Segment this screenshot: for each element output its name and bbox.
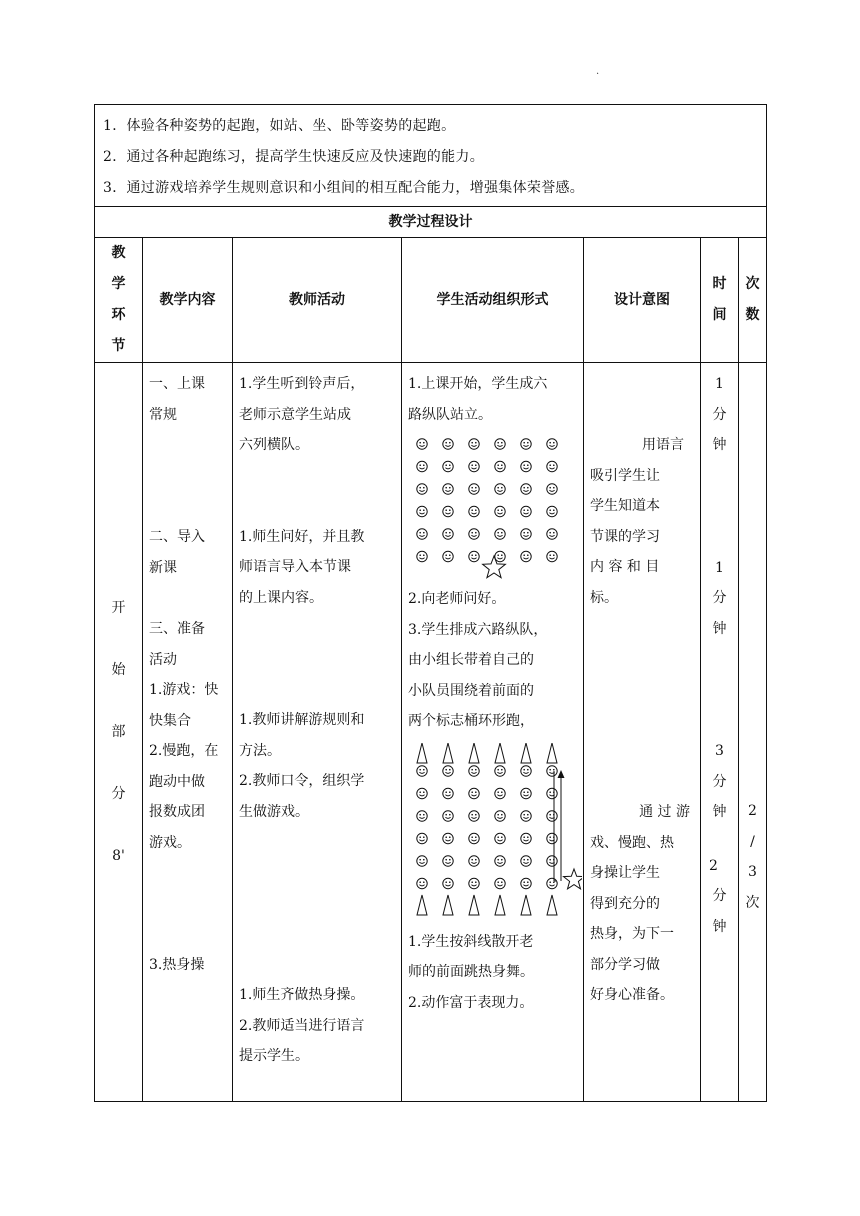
- student-line: 2.动作富于表现力。: [408, 994, 534, 1011]
- smiley-icon: [495, 855, 505, 865]
- phase-cell: [95, 363, 143, 1102]
- intent-line: 内 容 和 目: [590, 559, 660, 575]
- time-unit: 钟: [712, 620, 727, 637]
- page-marker: .: [596, 66, 600, 77]
- smiley-icon: [547, 506, 557, 516]
- smiley-icon: [443, 484, 453, 494]
- time-value: 2: [709, 857, 718, 874]
- smiley-icon: [495, 506, 505, 516]
- smiley-icon: [417, 788, 427, 798]
- content-line: 报数成团: [149, 804, 205, 820]
- smiley-icon: [547, 788, 557, 798]
- smiley-icon: [469, 855, 479, 865]
- smiley-icon: [469, 506, 479, 516]
- student-line: 1.上课开始，学生成六: [408, 376, 548, 392]
- time-value: 1: [715, 376, 724, 392]
- cone-icon: [417, 895, 427, 915]
- smiley-icon: [469, 788, 479, 798]
- smiley-icon: [469, 765, 479, 775]
- smiley-icon: [547, 529, 557, 539]
- intent-line: 标。: [590, 589, 618, 606]
- content-cell: [143, 363, 233, 1102]
- teacher-line: 六列横队。: [239, 437, 309, 453]
- content-line: 活动: [149, 651, 177, 668]
- smiley-icon: [417, 461, 427, 471]
- teacher-line: 提示学生。: [239, 1048, 309, 1064]
- smiley-icon: [521, 506, 531, 516]
- header-intent: 设计意图: [584, 238, 701, 363]
- teacher-line: 师语言导入本节课: [239, 559, 351, 575]
- cone-icon: [495, 743, 505, 763]
- smiley-icon: [521, 765, 531, 775]
- smiley-icon: [443, 765, 453, 775]
- phase-duration: 8': [112, 848, 125, 864]
- time-unit: 钟: [712, 804, 727, 820]
- time-unit: 分: [712, 590, 727, 606]
- smiley-icon: [495, 810, 505, 820]
- teacher-line: 2.教师口令，组织学: [239, 773, 365, 789]
- smiley-icon: [417, 765, 427, 775]
- student-line: 2.向老师问好。: [408, 591, 506, 607]
- student-line: 小队员围绕着前面的: [408, 682, 534, 699]
- header-count-char: 次: [745, 276, 760, 292]
- student-line: 1.学生按斜线散开老: [408, 933, 534, 950]
- smiley-icon: [495, 439, 505, 449]
- objective-item: 1．体验各种姿势的起跑，如站、坐、卧等姿势的起跑。: [103, 118, 456, 134]
- objective-item: 3．通过游戏培养学生规则意识和小组间的相互配合能力，增强集体荣誉感。: [103, 180, 585, 196]
- time-value: 1: [715, 559, 724, 576]
- header-stage-char: 环: [111, 307, 126, 323]
- smiley-icon: [417, 878, 427, 888]
- smiley-icon: [547, 551, 557, 561]
- teacher-line: 1.师生齐做热身操。: [239, 987, 365, 1003]
- count-char: 2: [748, 803, 757, 819]
- cone-icon: [547, 743, 557, 763]
- content-line: 一、上课: [149, 376, 205, 392]
- count-char: /: [750, 833, 755, 850]
- intent-line: 用语言: [642, 437, 684, 453]
- smiley-icon: [547, 439, 557, 449]
- smiley-icon: [417, 439, 427, 449]
- header-stage: [95, 238, 143, 363]
- time-cell: [701, 363, 739, 1102]
- lesson-plan-table: [94, 104, 767, 1102]
- cone-icon: [469, 895, 479, 915]
- smiley-icon: [547, 484, 557, 494]
- intent-line: 热身，为下一: [590, 926, 674, 942]
- smiley-icon: [521, 529, 531, 539]
- smiley-icon: [521, 439, 531, 449]
- cone-icon: [443, 743, 453, 763]
- smiley-icon: [521, 551, 531, 561]
- objective-item: 2．通过各种起跑练习，提高学生快速反应及快速跑的能力。: [103, 149, 485, 165]
- cone-icon: [521, 895, 531, 915]
- intent-line: 通 过 游: [639, 804, 690, 820]
- star-icon: [483, 556, 506, 578]
- intent-cell: [584, 363, 701, 1102]
- student-line: 两个标志桶环形跑，: [408, 713, 534, 729]
- intent-line: 好身心准备。: [590, 987, 674, 1003]
- intent-line: 戏、慢跑、热: [590, 834, 674, 851]
- content-line: 新课: [149, 559, 177, 576]
- teacher-line: 2.教师适当进行语言: [239, 1017, 365, 1034]
- student-line: 由小组长带着自己的: [408, 652, 534, 668]
- student-cell: [402, 363, 584, 1102]
- teacher-line: 老师示意学生站成: [239, 406, 351, 423]
- time-unit: 钟: [712, 918, 727, 935]
- cone-icon: [417, 743, 427, 763]
- phase-char: 分: [111, 786, 126, 802]
- time-unit: 钟: [712, 437, 727, 453]
- smiley-icon: [469, 551, 479, 561]
- smiley-icon: [469, 484, 479, 494]
- formation-diagram-1: [412, 436, 577, 584]
- student-line: 3.学生排成六路纵队，: [408, 621, 548, 638]
- smiley-icon: [443, 529, 453, 539]
- intent-line: 吸引学生让: [590, 467, 660, 484]
- header-stage-char: 节: [111, 338, 126, 354]
- smiley-icon: [443, 855, 453, 865]
- content-line: 三、准备: [149, 621, 205, 637]
- content-line: 常规: [149, 406, 177, 423]
- intent-line: 部分学习做: [590, 956, 660, 973]
- smiley-icon: [469, 529, 479, 539]
- header-count: [739, 238, 767, 363]
- smiley-icon: [547, 855, 557, 865]
- section-title: 教学过程设计: [95, 207, 767, 238]
- smiley-icon: [443, 461, 453, 471]
- smiley-icon: [443, 439, 453, 449]
- teacher-line: 生做游戏。: [239, 803, 309, 820]
- content-line: 1.游戏：快: [149, 682, 219, 698]
- smiley-icon: [521, 810, 531, 820]
- smiley-icon: [443, 878, 453, 888]
- teacher-cell: [233, 363, 402, 1102]
- smiley-icon: [521, 788, 531, 798]
- smiley-icon: [521, 833, 531, 843]
- smiley-icon: [495, 551, 505, 561]
- count-cell: [739, 363, 767, 1102]
- intent-line: 节课的学习: [590, 528, 660, 545]
- smiley-icon: [469, 461, 479, 471]
- smiley-icon: [443, 788, 453, 798]
- smiley-icon: [495, 484, 505, 494]
- content-line: 游戏。: [149, 834, 191, 851]
- smiley-icon: [521, 878, 531, 888]
- time-value: 3: [715, 743, 724, 759]
- smiley-icon: [443, 810, 453, 820]
- smiley-icon: [521, 461, 531, 471]
- phase-char: 部: [111, 724, 126, 740]
- objectives-cell: [95, 105, 767, 207]
- time-unit: 分: [712, 773, 727, 790]
- header-stage-char: 学: [111, 276, 126, 292]
- header-content: 教学内容: [143, 238, 233, 363]
- intent-line: 学生知道本: [590, 498, 660, 514]
- intent-line: 得到充分的: [590, 895, 660, 912]
- smiley-icon: [469, 833, 479, 843]
- cone-icon: [495, 895, 505, 915]
- smiley-icon: [547, 878, 557, 888]
- smiley-icon: [495, 765, 505, 775]
- teacher-line: 1.教师讲解游规则和: [239, 712, 365, 728]
- smiley-icon: [469, 810, 479, 820]
- header-stage-char: 教: [111, 245, 126, 261]
- teacher-line: 1.学生听到铃声后，: [239, 376, 365, 392]
- time-unit: 分: [712, 888, 727, 904]
- phase-char: 始: [111, 662, 126, 678]
- phase-char: 开: [111, 600, 126, 616]
- content-line: 跑动中做: [149, 773, 205, 790]
- smiley-icon: [417, 810, 427, 820]
- count-char: 3: [748, 864, 757, 880]
- formation-diagram-2: [412, 743, 577, 927]
- smiley-icon: [495, 788, 505, 798]
- time-unit: 分: [712, 406, 727, 423]
- smiley-icon: [443, 833, 453, 843]
- header-time-char: 间: [712, 307, 727, 323]
- formation-1-svg: [412, 436, 572, 584]
- smiley-icon: [443, 551, 453, 561]
- smiley-icon: [417, 855, 427, 865]
- cone-icon: [547, 895, 557, 915]
- smiley-icon: [547, 765, 557, 775]
- smiley-icon: [521, 484, 531, 494]
- formation-2-svg: [412, 743, 582, 927]
- teacher-line: 的上课内容。: [239, 589, 323, 606]
- content-line: 快集合: [149, 712, 191, 729]
- content-line: 3.热身操: [149, 957, 205, 973]
- smiley-icon: [417, 833, 427, 843]
- smiley-icon: [469, 439, 479, 449]
- header-time: [701, 238, 739, 363]
- smiley-icon: [417, 484, 427, 494]
- header-student: 学生活动组织形式: [402, 238, 584, 363]
- smiley-icon: [417, 506, 427, 516]
- header-count-char: 数: [745, 307, 760, 323]
- teacher-line: 1.师生问好，并且教: [239, 528, 365, 545]
- smiley-icon: [417, 551, 427, 561]
- smiley-icon: [547, 810, 557, 820]
- smiley-icon: [495, 461, 505, 471]
- smiley-icon: [495, 833, 505, 843]
- student-line: 师的前面跳热身舞。: [408, 964, 534, 980]
- cone-icon: [521, 743, 531, 763]
- header-teacher: 教师活动: [233, 238, 402, 363]
- smiley-icon: [521, 855, 531, 865]
- count-char: 次: [745, 894, 760, 911]
- student-line: 路纵队站立。: [408, 406, 492, 423]
- content-line: 2.慢跑，在: [149, 743, 219, 759]
- header-time-char: 时: [712, 276, 727, 292]
- intent-line: 身操让学生: [590, 865, 660, 881]
- cone-icon: [443, 895, 453, 915]
- smiley-icon: [495, 878, 505, 888]
- smiley-icon: [547, 461, 557, 471]
- smiley-icon: [469, 878, 479, 888]
- smiley-icon: [417, 529, 427, 539]
- content-line: 二、导入: [149, 529, 205, 545]
- cone-icon: [469, 743, 479, 763]
- arrow-head-icon: [558, 770, 565, 778]
- smiley-icon: [495, 529, 505, 539]
- teacher-line: 方法。: [239, 742, 281, 759]
- star-icon: [564, 869, 583, 889]
- smiley-icon: [547, 833, 557, 843]
- smiley-icon: [443, 506, 453, 516]
